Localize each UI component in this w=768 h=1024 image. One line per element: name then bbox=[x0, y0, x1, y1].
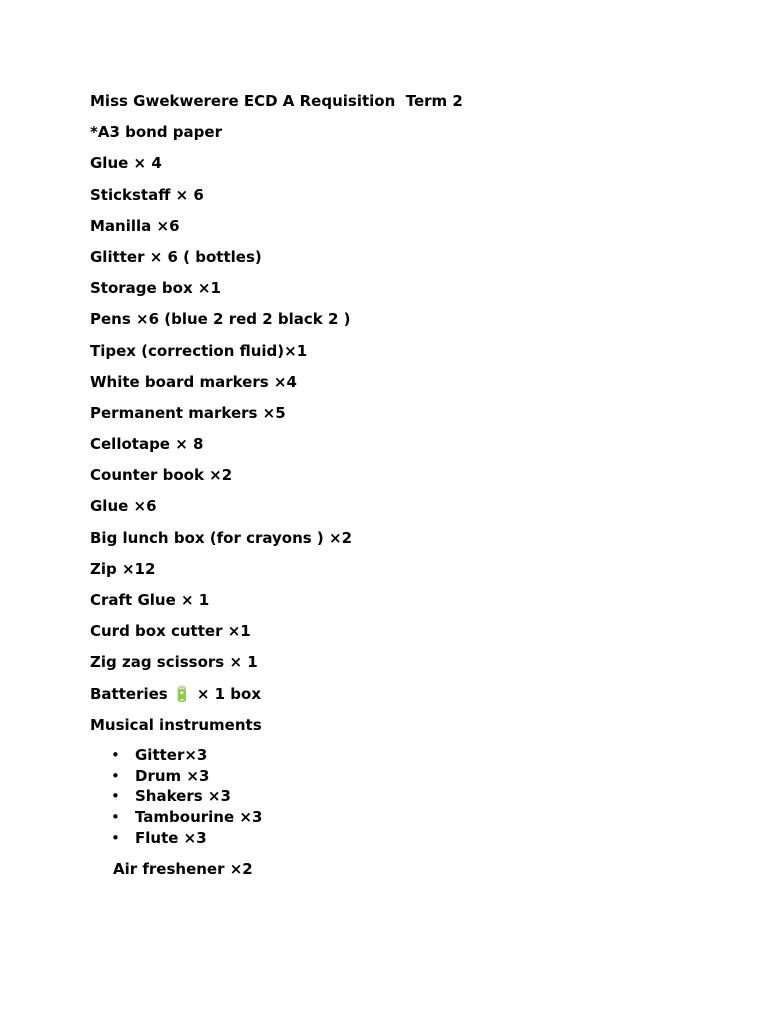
list-item: Zip ×12 bbox=[90, 559, 156, 578]
list-item: Stickstaff × 6 bbox=[90, 185, 204, 204]
instrument-label: Flute ×3 bbox=[135, 828, 207, 847]
list-item: Tipex (correction fluid)×1 bbox=[90, 341, 308, 360]
bullet-icon: • bbox=[111, 745, 120, 764]
list-item: Zig zag scissors × 1 bbox=[90, 653, 258, 672]
list-item: Glue ×6 bbox=[90, 497, 157, 516]
instrument-label: Shakers ×3 bbox=[135, 787, 231, 806]
list-item: White board markers ×4 bbox=[90, 372, 297, 391]
bullet-icon: • bbox=[111, 787, 120, 806]
bullet-icon: • bbox=[111, 828, 120, 847]
instrument-item bbox=[111, 786, 730, 807]
instrument-label: Gitter×3 bbox=[135, 745, 208, 764]
closing-item: Air freshener ×2 bbox=[113, 859, 253, 878]
instrument-item bbox=[111, 807, 730, 828]
instrument-label: Tambourine ×3 bbox=[135, 808, 263, 827]
list-item: Permanent markers ×5 bbox=[90, 403, 286, 422]
list-item: Craft Glue × 1 bbox=[90, 591, 210, 609]
instrument-item bbox=[111, 766, 730, 787]
bullet-icon: • bbox=[111, 808, 120, 827]
instruments-list bbox=[90, 745, 730, 849]
list-item: Cellotape × 8 bbox=[90, 435, 204, 454]
list-item: Pens ×6 (blue 2 red 2 black 2 ) bbox=[90, 310, 351, 329]
list-item: Storage box ×1 bbox=[90, 279, 221, 298]
list-item: Curd box cutter ×1 bbox=[90, 622, 251, 641]
list-item: Glitter × 6 ( bottles) bbox=[90, 247, 262, 266]
instrument-label: Drum ×3 bbox=[135, 766, 210, 785]
list-item: Glue × 4 bbox=[90, 154, 162, 173]
instrument-item bbox=[111, 745, 730, 766]
document-title: Miss Gwekwerere ECD A Requisition Term 2 bbox=[90, 92, 463, 110]
list-item: *A3 bond paper bbox=[90, 123, 222, 142]
instrument-item bbox=[111, 828, 730, 849]
list-item: Batteries 🔋 × 1 box bbox=[90, 684, 261, 703]
list-item: Manilla ×6 bbox=[90, 216, 180, 235]
list-item: Counter book ×2 bbox=[90, 466, 233, 485]
list-item: Big lunch box (for crayons ) ×2 bbox=[90, 528, 353, 547]
musical-instruments-heading: Musical instruments bbox=[90, 715, 262, 734]
bullet-icon: • bbox=[111, 766, 120, 785]
requisition-document bbox=[90, 91, 730, 890]
